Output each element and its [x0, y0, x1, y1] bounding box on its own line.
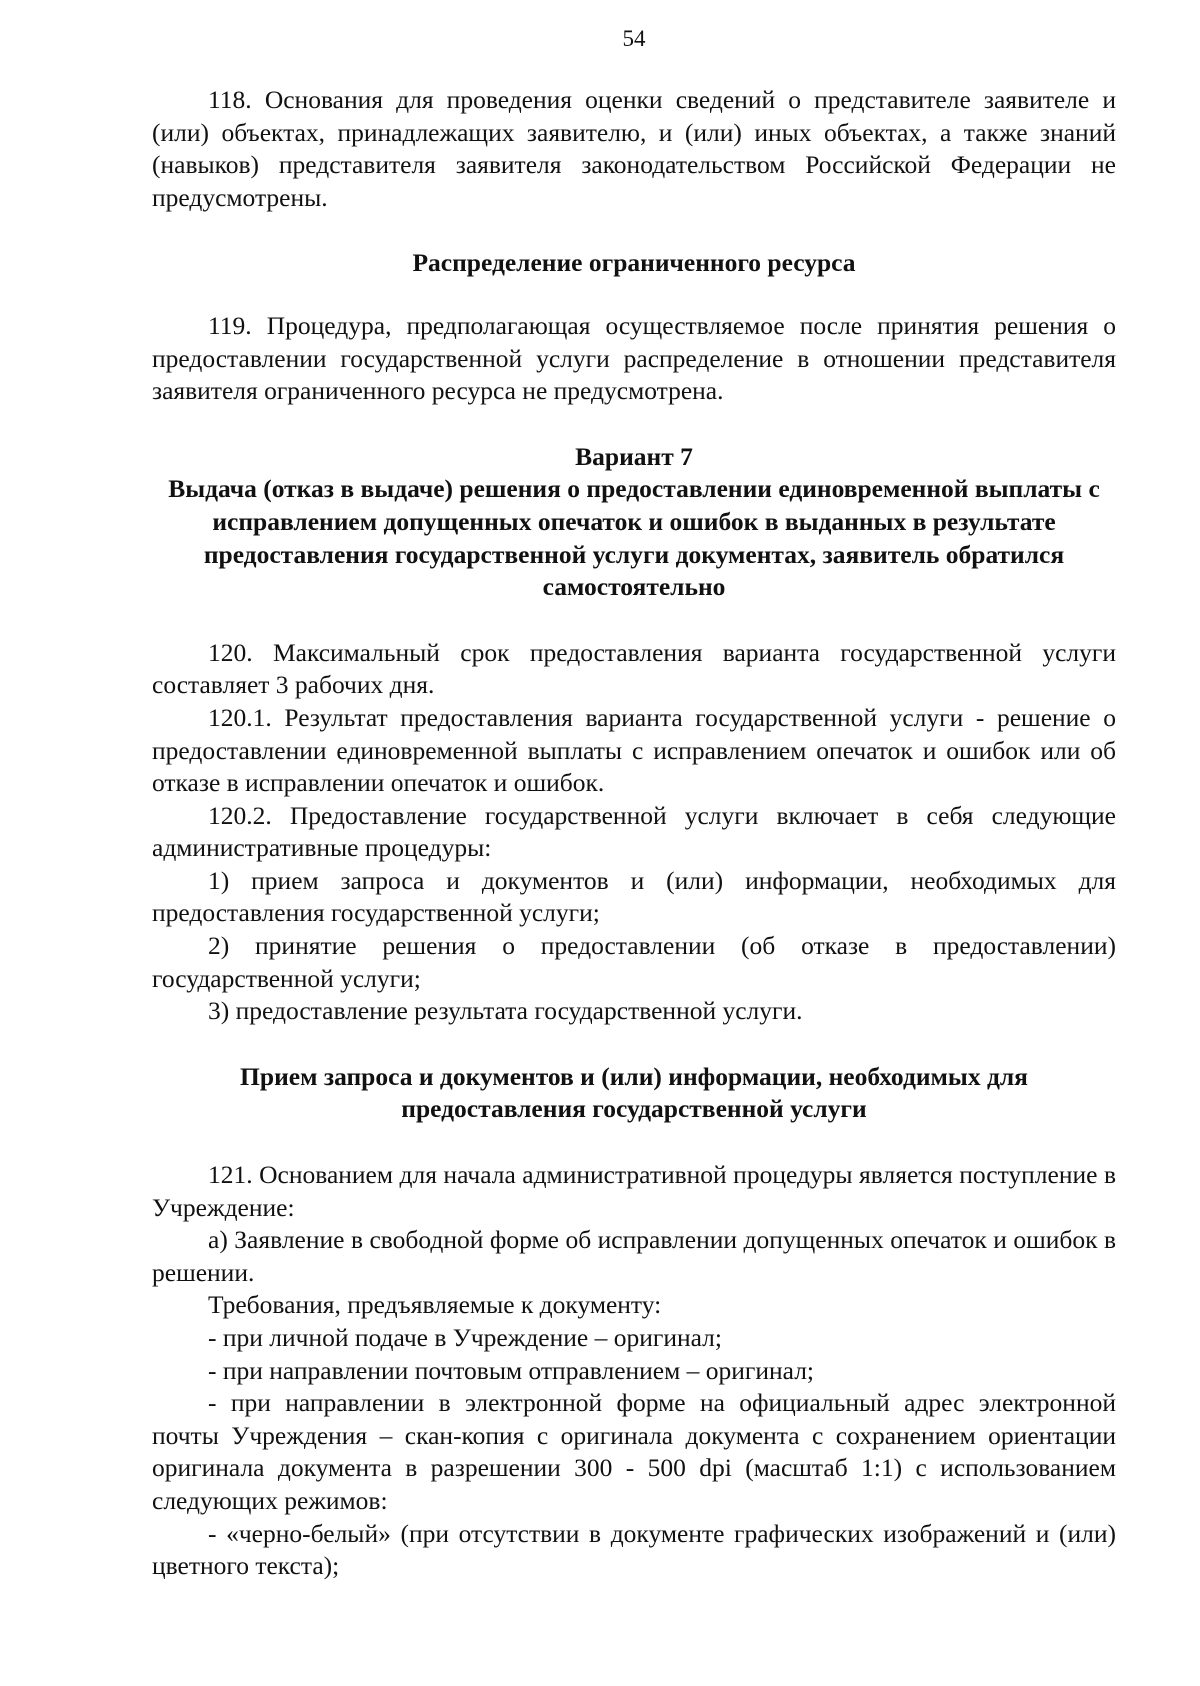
paragraph-121-a: а) Заявление в свободной форме об исправлении допущенных опечаток и ошибок в решении.: [152, 1225, 1116, 1287]
spacer: [152, 1028, 1116, 1061]
list-item-2: 2) принятие решения о предоставлении (об отказе в предоставлении) государственной услуги;: [152, 931, 1116, 993]
document-body: [152, 84, 1116, 1583]
paragraph-119: 119. Процедура, предполагающая осуществляемое после принятия решения о предоставлении государственной услуги распределение в отношении представителя заявителя ограниченного ресурса не предусмотрена.: [152, 310, 1116, 406]
heading-resource-distribution: Распределение ограниченного ресурса: [412, 248, 856, 278]
spacer: [152, 214, 1116, 247]
heading-variant-7: Вариант 7: [575, 441, 693, 471]
list-item-3: 3) предоставление результата государственной услуги.: [208, 996, 803, 1026]
paragraph-120: 120. Максимальный срок предоставления варианта государственной услуги составляет 3 рабочих дня.: [152, 637, 1116, 700]
spacer: [152, 604, 1116, 637]
paragraph-118: 118. Основания для проведения оценки сведений о представителе заявителе и (или) объектах, принадлежащих заявителю, и (или) иных объектах, а также знаний (навыков) представителя заявителя законодательством Российской Федерации не предусмотрены.: [152, 85, 1116, 212]
spacer: [152, 408, 1116, 441]
page-number: 54: [622, 26, 646, 51]
paragraph-121: 121. Основанием для начала административной процедуры является поступление в Учреждение:: [152, 1160, 1116, 1222]
heading-variant-7-title: Выдача (отказ в выдаче) решения о предоставлении единовременной выплаты с исправлением допущенных опечаток и ошибок в выданных в результате предоставления государственной услуги документах, заявитель обратился самостоятельно: [168, 474, 1100, 602]
list-item-1: 1) прием запроса и документов и (или) информации, необходимых для предоставления государственной услуги;: [152, 865, 1116, 928]
requirement-electronic: - при направлении в электронной форме на официальный адрес электронной почты Учреждения – скан-копия с оригинала документа с сохранением ориентации оригинала документа в разрешении 300 - 500 dpi (масштаб 1:1) с использованием следующих режимов:: [152, 1388, 1116, 1515]
spacer: [152, 1126, 1116, 1159]
spacer: [152, 280, 1116, 310]
heading-request-reception: Прием запроса и документов и (или) информации, необходимых для предоставления государственной услуги: [240, 1061, 1028, 1124]
paragraph-120-2: 120.2. Предоставление государственной услуги включает в себя следующие административные процедуры:: [152, 800, 1116, 863]
requirement-black-white: - «черно-белый» (при отсутствии в документе графических изображений и (или) цветного текста);: [152, 1518, 1116, 1581]
requirement-in-person: - при личной подаче в Учреждение – оригинал;: [208, 1323, 722, 1352]
paragraph-120-1: 120.1. Результат предоставления варианта государственной услуги - решение о предоставлении единовременной выплаты с исправлением опечаток и ошибок или об отказе в исправлении опечаток и ошибок.: [152, 702, 1116, 798]
requirement-by-mail: - при направлении почтовым отправлением – оригинал;: [208, 1355, 815, 1385]
paragraph-requirements: Требования, предъявляемые к документу:: [208, 1290, 662, 1320]
